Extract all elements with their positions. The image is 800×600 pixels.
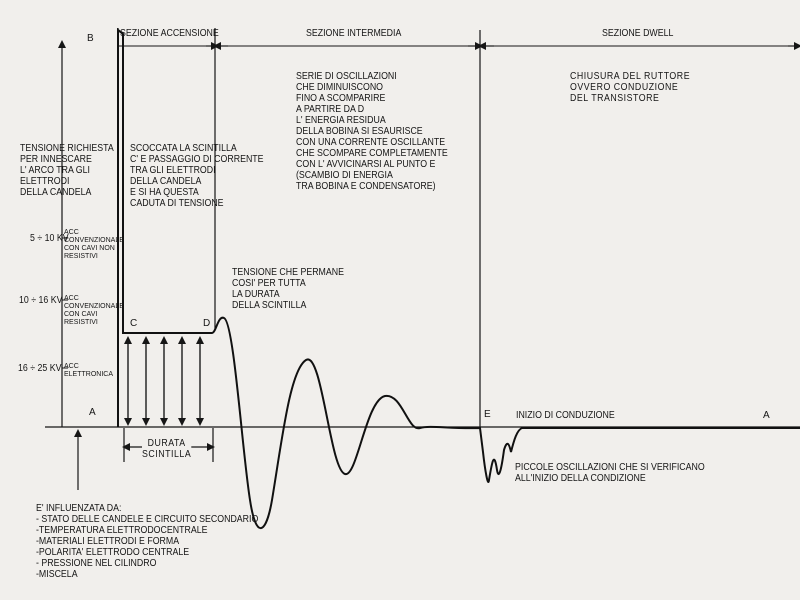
point-a-right-label: A xyxy=(763,410,770,421)
kv-note-3: ACC ELETTRONICA xyxy=(64,363,114,378)
point-a-left-label: A xyxy=(89,407,96,418)
kv-note-1: ACC CONVENZIONALE CON CAVI NON RESISTIVI xyxy=(64,229,124,260)
section-dwell-label: SEZIONE DWELL xyxy=(602,28,674,39)
point-e-label: E xyxy=(484,409,491,420)
durata-scintilla-text: DURATA SCINTILLA xyxy=(142,438,192,460)
chiusura-text: CHIUSURA DEL RUTTORE OVVERO CONDUZIONE DEL TRANSISTORE xyxy=(570,71,691,104)
kv-note-2: ACC CONVENZIONALE CON CAVI RESISTIVI xyxy=(64,295,124,326)
scoccata-text: SCOCCATA LA SCINTILLA C' E PASSAGGIO DI CORRENTE TRA GLI ELETTRODI DELLA CANDELA E SI HA QUESTA CADUTA DI TENSIONE xyxy=(130,143,264,209)
inizio-conduzione-text: INIZIO DI CONDUZIONE xyxy=(516,410,615,421)
kv-range-2: 10 ÷ 16 KV xyxy=(19,295,63,306)
section-accensione-label: SEZIONE ACCENSIONE xyxy=(120,28,219,39)
influenzata-text: E' INFLUENZATA DA: - STATO DELLE CANDELE E CIRCUITO SECONDARIO -TEMPERATURA ELETTRODOCENTRALE -MATERIALI ELETTRODI E FORMA -POLARITA' ELETTRODO CENTRALE - PRESSIONE NEL CILINDRO -MISCELA xyxy=(36,503,259,580)
point-b-label: B xyxy=(87,33,94,44)
oscillazioni-text: SERIE DI OSCILLAZIONI CHE DIMINUISCONO FINO A SCOMPARIRE A PARTIRE DA D L' ENERGIA RESIDUA DELLA BOBINA SI ESAURISCE CON UNA CORRENTE OSCILLANTE CHE SCOMPARE COMPLETAMENTE CON L' AVVICINARSI AL PUNTO E (SCAMBIO DI ENERGIA TRA BOBINA E CONDENSATORE) xyxy=(296,71,448,192)
kv-range-1: 5 ÷ 10 KV xyxy=(30,233,69,244)
piccole-oscillazioni-text: PICCOLE OSCILLAZIONI CHE SI VERIFICANO ALL'INIZIO DELLA CONDIZIONE xyxy=(515,462,705,484)
point-c-label: C xyxy=(130,318,138,329)
section-intermedia-label: SEZIONE INTERMEDIA xyxy=(306,28,402,39)
waveform-path xyxy=(118,30,800,528)
point-d-label: D xyxy=(203,318,211,329)
tensione-permane-text: TENSIONE CHE PERMANE COSI' PER TUTTA LA DURATA DELLA SCINTILLA xyxy=(232,267,344,311)
tensione-richiesta-text: TENSIONE RICHIESTA PER INNESCARE L' ARCO TRA GLI ELETTRODI DELLA CANDELA xyxy=(20,143,114,198)
kv-range-3: 16 ÷ 25 KV xyxy=(18,363,62,374)
